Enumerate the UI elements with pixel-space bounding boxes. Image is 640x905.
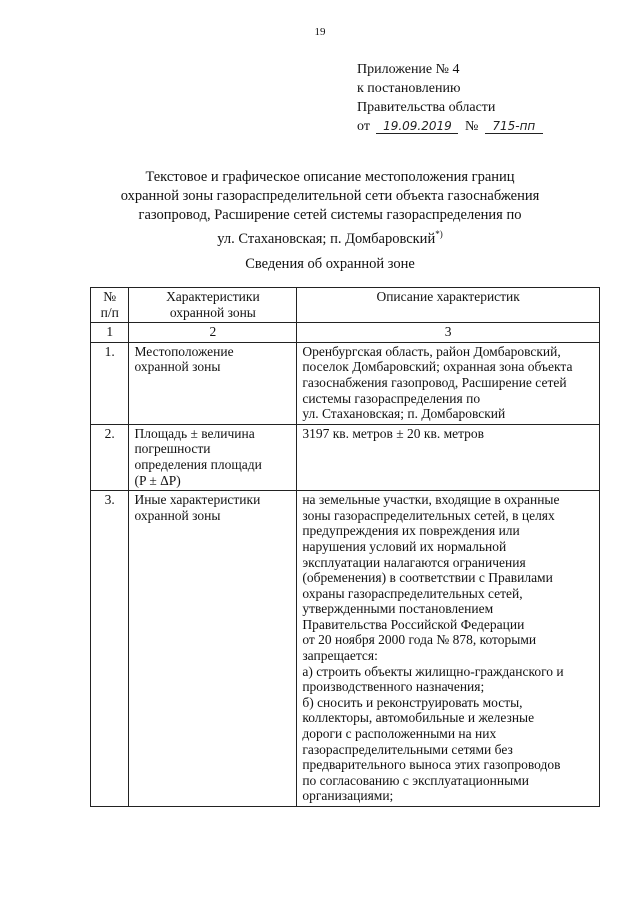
appendix-date-line xyxy=(357,117,587,136)
handwritten-date: 19.09.2019 xyxy=(376,120,458,134)
table-row xyxy=(91,491,600,807)
title-line-3: газопровод, Расширение сетей системы газораспределения по xyxy=(138,207,522,223)
row-characteristic: Площадь ± величина погрешности определения площади (P ± ΔP) xyxy=(129,424,297,490)
index-cell-2: 2 xyxy=(129,323,297,343)
table-row xyxy=(91,424,600,490)
header-description: Описание характеристик xyxy=(297,288,600,323)
row-description: на земельные участки, входящие в охранные зоны газораспределительных сетей, в целях предупреждения их повреждения или нарушения условий их нормальной эксплуатации налагаются ограничения (обременения) в соответствии с Правилами охраны газораспределительных сетей, утвержденными постановлением Правительства Российской Федерации от 20 ноября 2000 года № 878, которыми запрещается: а) строить объекты жилищно-гражданского и производственного назначения; б) сносить и реконструировать мосты, коллекторы, автомобильные и железные дороги с расположенными на них газораспределительными сетями без предварительного выноса этих газопроводов по согласованию с эксплуатационными организациями; xyxy=(297,491,600,807)
row-characteristic: Местоположение охранной зоны xyxy=(129,342,297,424)
title-line-2: охранной зоны газораспределительной сети объекта газоснабжения xyxy=(120,188,540,204)
zone-info-table xyxy=(90,287,600,807)
footnote-mark: *) xyxy=(435,229,443,239)
index-cell-3: 3 xyxy=(297,323,600,343)
title-line-4-text: ул. Стахановская; п. Домбаровский xyxy=(217,230,436,247)
header-characteristics: Характеристики охранной зоны xyxy=(129,288,297,323)
from-label: от xyxy=(357,119,370,134)
row-number: 3. xyxy=(91,491,129,807)
appendix-block xyxy=(357,60,587,136)
row-description: Оренбургская область, район Домбаровский, поселок Домбаровский; охранная зона объекта газоснабжения газопровод, Расширение сетей системы газораспределения по ул. Стахановская; п. Домбаровский xyxy=(297,342,600,424)
title-line-4 xyxy=(60,225,600,249)
row-number: 1. xyxy=(91,342,129,424)
row-number: 2. xyxy=(91,424,129,490)
appendix-line-2: к постановлению xyxy=(357,81,461,96)
table-header-row xyxy=(91,288,600,323)
number-label: № xyxy=(464,119,479,134)
page-number: 19 xyxy=(314,26,326,38)
table-row xyxy=(91,342,600,424)
table-index-row xyxy=(91,323,600,343)
appendix-line-1: Приложение № 4 xyxy=(357,62,460,77)
document-title xyxy=(60,168,600,249)
section-subtitle: Сведения об охранной зоне xyxy=(245,256,415,272)
row-description: 3197 кв. метров ± 20 кв. метров xyxy=(297,424,600,490)
handwritten-number: 715-пп xyxy=(485,120,543,134)
appendix-line-3: Правительства области xyxy=(357,100,496,115)
index-cell-1: 1 xyxy=(91,323,129,343)
row-characteristic: Иные характеристики охранной зоны xyxy=(129,491,297,807)
header-number: № п/п xyxy=(91,288,129,323)
title-line-1: Текстовое и графическое описание местоположения границ xyxy=(145,169,515,185)
